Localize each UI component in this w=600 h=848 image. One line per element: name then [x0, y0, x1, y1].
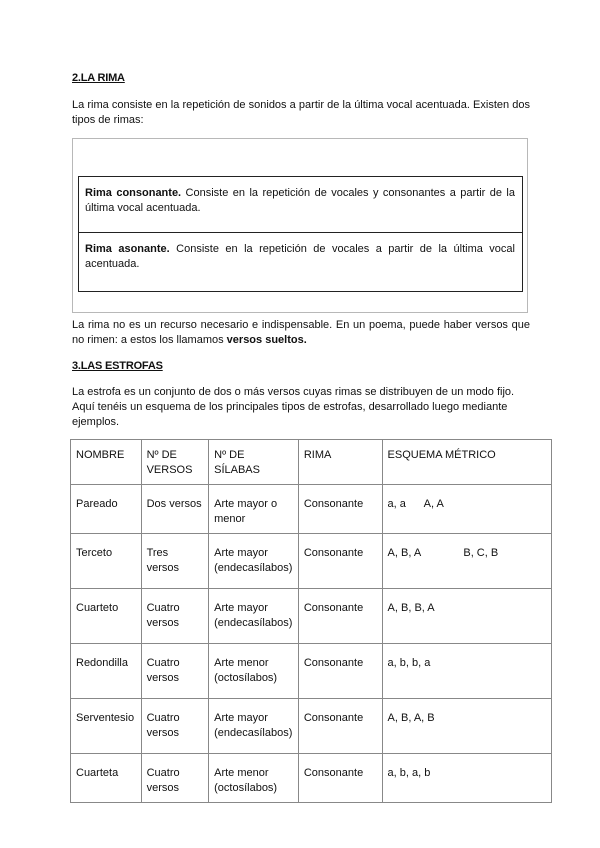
- header-cell-esquema: ESQUEMA MÉTRICO: [382, 440, 551, 485]
- table-header-row: [71, 440, 552, 485]
- cell-nombre: Cuarteta: [71, 754, 142, 803]
- cell-nombre: Redondilla: [71, 644, 142, 699]
- cell-rima: Consonante: [298, 699, 382, 754]
- cell-silabas: Arte mayor o menor: [209, 485, 299, 534]
- cell-rima: Consonante: [298, 534, 382, 589]
- cell-versos: Cuatro versos: [141, 644, 209, 699]
- cell-esquema: a, a A, A: [382, 485, 551, 534]
- cell-silabas: Arte mayor (endecasílabos): [209, 699, 299, 754]
- cell-esquema: a, b, b, a: [382, 644, 551, 699]
- cell-esquema: A, B, B, A: [382, 589, 551, 644]
- cell-rima: Consonante: [298, 589, 382, 644]
- table-row: [71, 644, 552, 699]
- cell-versos: Cuatro versos: [141, 589, 209, 644]
- cell-rima: Consonante: [298, 485, 382, 534]
- table-row: [71, 589, 552, 644]
- header-cell-versos: Nº DE VERSOS: [141, 440, 209, 485]
- cell-versos: Cuatro versos: [141, 754, 209, 803]
- rima-intro-paragraph: La rima consiste en la repetición de sonidos a partir de la última vocal acentuada. Existen dos tipos de rimas:: [72, 99, 530, 126]
- table-row: [71, 754, 552, 803]
- cell-nombre: Terceto: [71, 534, 142, 589]
- estrofas-table: [70, 439, 552, 803]
- rima-note-paragraph: [72, 318, 530, 348]
- rima-note-text: La rima no es un recurso necesario e indispensable. En un poema, puede haber versos que no rimen: a estos los llamamos: [72, 319, 530, 346]
- cell-silabas: Arte menor (octosílabos): [209, 754, 299, 803]
- table-row: [71, 485, 552, 534]
- table-row: [71, 534, 552, 589]
- cell-esquema: a, b, a, b: [382, 754, 551, 803]
- header-cell-rima: RIMA: [298, 440, 382, 485]
- cell-silabas: Arte mayor (endecasílabos): [209, 589, 299, 644]
- cell-silabas: Arte mayor (endecasílabos): [209, 534, 299, 589]
- cell-versos: Dos versos: [141, 485, 209, 534]
- section-heading-estrofas: 3.LAS ESTROFAS: [72, 360, 163, 372]
- estrofas-intro-paragraph: La estrofa es un conjunto de dos o más versos cuyas rimas se distribuyen de un modo fijo. Aquí tenéis un esquema de los principales tipos de estrofas, desarrollado luego mediante ejemplos.: [72, 386, 515, 428]
- versos-sueltos-term: versos sueltos.: [226, 334, 307, 346]
- cell-nombre: Serventesio: [71, 699, 142, 754]
- rima-asonante-term: Rima asonante.: [85, 243, 170, 255]
- cell-versos: Tres versos: [141, 534, 209, 589]
- cell-rima: Consonante: [298, 644, 382, 699]
- section-heading-rima: 2.LA RIMA: [72, 72, 125, 84]
- table-row: [71, 699, 552, 754]
- cell-esquema: A, B, A B, C, B: [382, 534, 551, 589]
- rima-asonante-definition: Consiste en la repetición de vocales a partir de la última vocal acentuada.: [85, 243, 515, 270]
- cell-nombre: Pareado: [71, 485, 142, 534]
- header-cell-silabas: Nº DE SÍLABAS: [209, 440, 299, 485]
- rima-consonante-term: Rima consonante.: [85, 187, 182, 199]
- cell-esquema: A, B, A, B: [382, 699, 551, 754]
- rima-asonante-box: [78, 232, 523, 292]
- cell-versos: Cuatro versos: [141, 699, 209, 754]
- header-cell-nombre: NOMBRE: [71, 440, 142, 485]
- cell-silabas: Arte menor (octosílabos): [209, 644, 299, 699]
- cell-rima: Consonante: [298, 754, 382, 803]
- rima-consonante-box: [78, 176, 523, 233]
- cell-nombre: Cuarteto: [71, 589, 142, 644]
- rima-consonante-definition: Consiste en la repetición de vocales y consonantes a partir de la última vocal acentuada.: [85, 187, 515, 214]
